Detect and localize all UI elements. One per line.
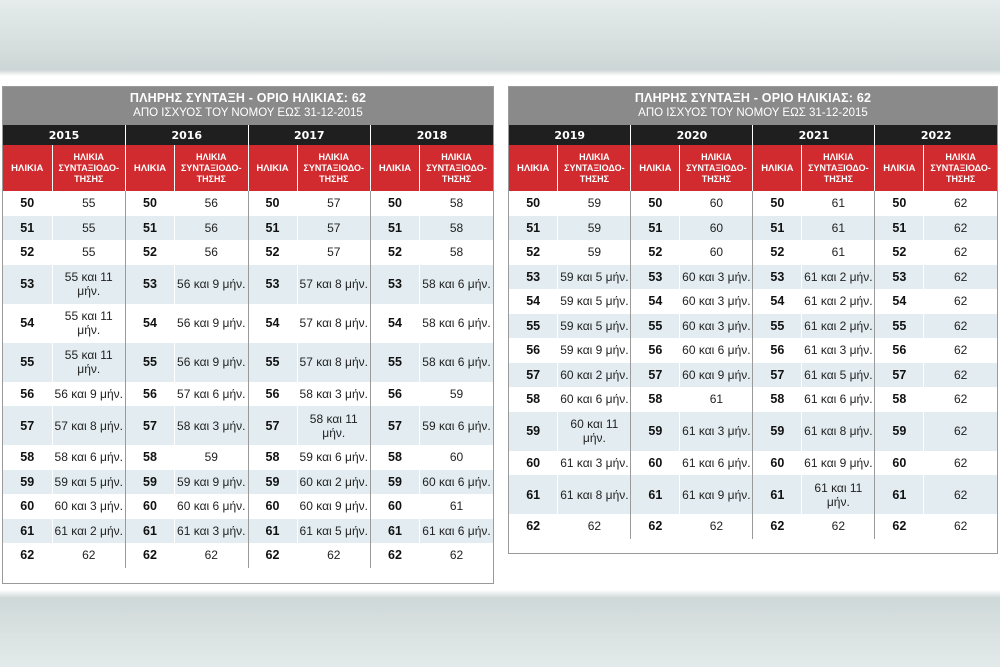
pension-age-column-header xyxy=(924,145,997,191)
current-age-cell: 59 xyxy=(248,470,297,495)
table-row xyxy=(3,519,493,544)
current-age-cell: 54 xyxy=(371,304,420,343)
table-row xyxy=(509,514,997,539)
pension-age-cell: 61 xyxy=(802,216,875,241)
current-age-cell: 59 xyxy=(753,412,802,451)
pension-age-cell: 57 xyxy=(297,240,371,265)
pension-age-cell: 61 και 3 μήν. xyxy=(680,412,753,451)
pension-age-cell: 59 xyxy=(558,191,631,216)
current-age-cell: 53 xyxy=(753,265,802,290)
year-header: 2019 xyxy=(509,125,631,145)
pension-age-cell: 62 xyxy=(924,363,997,388)
pension-age-cell: 56 xyxy=(175,191,249,216)
pension-age-cell: 60 και 3 μήν. xyxy=(680,289,753,314)
current-age-cell: 55 xyxy=(753,314,802,339)
pension-age-cell: 62 xyxy=(802,514,875,539)
pension-age-cell: 60 xyxy=(680,191,753,216)
pension-age-cell: 57 και 8 μήν. xyxy=(297,265,371,304)
pension-age-cell: 62 xyxy=(924,216,997,241)
pension-age-cell: 60 και 3 μήν. xyxy=(52,494,126,519)
current-age-cell: 61 xyxy=(248,519,297,544)
pension-age-cell: 59 και 6 μήν. xyxy=(420,406,494,445)
current-age-cell: 51 xyxy=(753,216,802,241)
year-header: 2020 xyxy=(631,125,753,145)
pension-age-cell: 56 και 9 μήν. xyxy=(52,382,126,407)
pension-age-cell: 61 και 2 μήν. xyxy=(52,519,126,544)
pension-age-cell: 57 xyxy=(297,191,371,216)
current-age-cell: 62 xyxy=(631,514,680,539)
table-row xyxy=(3,240,493,265)
pension-age-cell: 55 xyxy=(52,191,126,216)
current-age-cell: 56 xyxy=(753,338,802,363)
current-age-cell: 56 xyxy=(509,338,558,363)
current-age-cell: 52 xyxy=(3,240,52,265)
pension-age-column-header xyxy=(52,145,126,191)
current-age-cell: 60 xyxy=(3,494,52,519)
current-age-cell: 50 xyxy=(631,191,680,216)
pension-age-cell: 56 xyxy=(175,240,249,265)
current-age-cell: 57 xyxy=(631,363,680,388)
pension-age-cell: 61 και 2 μήν. xyxy=(802,289,875,314)
pension-age-cell: 60 και 6 μήν. xyxy=(558,387,631,412)
year-header: 2018 xyxy=(371,125,494,145)
year-header-row xyxy=(509,125,997,145)
pension-header-line: ΣΥΝΤΑΞΙΟΔΟ- xyxy=(426,162,487,173)
pension-age-cell: 58 και 6 μήν. xyxy=(420,304,494,343)
pension-age-cell: 60 xyxy=(420,445,494,470)
pension-age-cell: 59 και 9 μήν. xyxy=(558,338,631,363)
current-age-cell: 53 xyxy=(875,265,924,290)
pension-header-line: ΗΛΙΚΙΑ xyxy=(701,151,732,162)
pension-header-line: ΣΥΝΤΑΞΙΟΔΟ- xyxy=(180,162,242,173)
pension-age-table-2015-2018 xyxy=(3,87,493,568)
pension-header-line: ΤΗΣΗΣ xyxy=(701,173,732,184)
pension-age-cell: 60 xyxy=(680,240,753,265)
current-age-cell: 60 xyxy=(371,494,420,519)
pension-age-cell: 60 και 3 μήν. xyxy=(680,314,753,339)
pension-age-cell: 59 και 6 μήν. xyxy=(297,445,371,470)
pension-age-cell: 61 xyxy=(802,191,875,216)
pension-age-cell: 62 xyxy=(924,265,997,290)
pension-header-line: ΗΛΙΚΙΑ xyxy=(441,151,472,162)
current-age-cell: 53 xyxy=(248,265,297,304)
current-age-cell: 58 xyxy=(371,445,420,470)
current-age-cell: 62 xyxy=(509,514,558,539)
current-age-cell: 56 xyxy=(3,382,52,407)
pension-age-cell: 61 xyxy=(680,387,753,412)
current-age-cell: 56 xyxy=(875,338,924,363)
current-age-cell: 50 xyxy=(126,191,175,216)
current-age-cell: 52 xyxy=(875,240,924,265)
pension-age-cell: 57 και 8 μήν. xyxy=(297,343,371,382)
current-age-cell: 53 xyxy=(509,265,558,290)
year-header: 2022 xyxy=(875,125,997,145)
pension-age-cell: 55 και 11 μήν. xyxy=(52,304,126,343)
current-age-cell: 54 xyxy=(631,289,680,314)
pension-table-right-panel xyxy=(508,86,998,554)
age-column-header: ΗΛΙΚΙΑ xyxy=(126,145,175,191)
current-age-cell: 57 xyxy=(248,406,297,445)
pension-age-cell: 59 xyxy=(420,382,494,407)
current-age-cell: 56 xyxy=(126,382,175,407)
pension-header-line: ΗΛΙΚΙΑ xyxy=(823,151,854,162)
current-age-cell: 59 xyxy=(631,412,680,451)
pension-age-cell: 62 xyxy=(924,289,997,314)
current-age-cell: 60 xyxy=(248,494,297,519)
current-age-cell: 51 xyxy=(875,216,924,241)
current-age-cell: 55 xyxy=(875,314,924,339)
current-age-cell: 50 xyxy=(248,191,297,216)
current-age-cell: 53 xyxy=(126,265,175,304)
pension-age-cell: 60 και 9 μήν. xyxy=(297,494,371,519)
pension-age-cell: 62 xyxy=(924,314,997,339)
pension-age-cell: 59 xyxy=(558,216,631,241)
pension-age-cell: 61 και 3 μήν. xyxy=(802,338,875,363)
column-header-row xyxy=(509,145,997,191)
current-age-cell: 59 xyxy=(371,470,420,495)
current-age-cell: 58 xyxy=(753,387,802,412)
current-age-cell: 52 xyxy=(126,240,175,265)
pension-age-cell: 62 xyxy=(924,475,997,514)
pension-age-cell: 58 και 6 μήν. xyxy=(420,265,494,304)
pension-header-line: ΤΗΣΗΣ xyxy=(945,173,976,184)
current-age-cell: 61 xyxy=(509,475,558,514)
table-row xyxy=(3,445,493,470)
age-column-header: ΗΛΙΚΙΑ xyxy=(371,145,420,191)
pension-age-cell: 60 και 2 μήν. xyxy=(558,363,631,388)
current-age-cell: 54 xyxy=(248,304,297,343)
table-row xyxy=(3,304,493,343)
pension-table-left-panel xyxy=(2,86,494,584)
pension-age-cell: 60 και 6 μήν. xyxy=(420,470,494,495)
pension-age-cell: 56 και 9 μήν. xyxy=(175,265,249,304)
current-age-cell: 51 xyxy=(371,216,420,241)
table-row xyxy=(509,338,997,363)
pension-age-cell: 62 xyxy=(297,543,371,568)
pension-header-line: ΣΥΝΤΑΞΙΟΔΟ- xyxy=(686,162,747,173)
pension-header-line: ΤΗΣΗΣ xyxy=(196,173,226,184)
current-age-cell: 62 xyxy=(248,543,297,568)
pension-age-cell: 59 και 9 μήν. xyxy=(175,470,249,495)
current-age-cell: 57 xyxy=(753,363,802,388)
pension-age-cell: 61 και 9 μήν. xyxy=(680,475,753,514)
current-age-cell: 62 xyxy=(875,514,924,539)
current-age-cell: 61 xyxy=(631,475,680,514)
pension-header-line: ΗΛΙΚΙΑ xyxy=(945,151,976,162)
pension-age-column-header xyxy=(420,145,494,191)
current-age-cell: 60 xyxy=(126,494,175,519)
pension-header-line: ΗΛΙΚΙΑ xyxy=(73,151,104,162)
current-age-cell: 58 xyxy=(509,387,558,412)
current-age-cell: 57 xyxy=(3,406,52,445)
pension-age-cell: 61 και 11 μήν. xyxy=(802,475,875,514)
current-age-cell: 61 xyxy=(875,475,924,514)
pension-age-cell: 59 και 5 μήν. xyxy=(558,314,631,339)
current-age-cell: 58 xyxy=(126,445,175,470)
pension-header-line: ΗΛΙΚΙΑ xyxy=(195,151,227,162)
pension-age-cell: 61 και 3 μήν. xyxy=(175,519,249,544)
current-age-cell: 50 xyxy=(509,191,558,216)
current-age-cell: 55 xyxy=(371,343,420,382)
current-age-cell: 51 xyxy=(3,216,52,241)
pension-age-column-header xyxy=(802,145,875,191)
pension-header-line: ΤΗΣΗΣ xyxy=(579,173,610,184)
pension-age-cell: 61 xyxy=(802,240,875,265)
current-age-cell: 55 xyxy=(631,314,680,339)
table-subtitle: ΑΠΟ ΙΣΧΥΟΣ ΤΟΥ ΝΟΜΟΥ ΕΩΣ 31-12-2015 xyxy=(638,107,868,119)
current-age-cell: 55 xyxy=(126,343,175,382)
table-row xyxy=(3,343,493,382)
pension-header-line: ΣΥΝΤΑΞΙΟΔΟ- xyxy=(58,162,119,173)
table-row xyxy=(3,265,493,304)
current-age-cell: 57 xyxy=(371,406,420,445)
pension-age-cell: 57 xyxy=(297,216,371,241)
pension-age-cell: 59 και 5 μήν. xyxy=(52,470,126,495)
current-age-cell: 59 xyxy=(3,470,52,495)
current-age-cell: 55 xyxy=(248,343,297,382)
pension-age-cell: 61 και 2 μήν. xyxy=(802,314,875,339)
table-row xyxy=(509,240,997,265)
table-row xyxy=(3,543,493,568)
table-row xyxy=(3,470,493,495)
pension-age-column-header xyxy=(297,145,371,191)
pension-age-cell: 62 xyxy=(420,543,494,568)
pension-age-cell: 62 xyxy=(924,412,997,451)
table-subtitle: ΑΠΟ ΙΣΧΥΟΣ ΤΟΥ ΝΟΜΟΥ ΕΩΣ 31-12-2015 xyxy=(133,107,363,119)
current-age-cell: 51 xyxy=(126,216,175,241)
pension-age-cell: 55 xyxy=(52,240,126,265)
pension-age-cell: 55 xyxy=(52,216,126,241)
table-title: ΠΛΗΡΗΣ ΣΥΝΤΑΞΗ - ΟΡΙΟ ΗΛΙΚΙΑΣ: 62 xyxy=(634,91,872,105)
pension-age-cell: 60 και 6 μήν. xyxy=(680,338,753,363)
pension-age-column-header xyxy=(175,145,249,191)
pension-age-cell: 56 και 9 μήν. xyxy=(175,304,249,343)
current-age-cell: 54 xyxy=(509,289,558,314)
pension-age-column-header xyxy=(680,145,753,191)
pension-age-cell: 60 και 3 μήν. xyxy=(680,265,753,290)
current-age-cell: 59 xyxy=(509,412,558,451)
table-row xyxy=(3,216,493,241)
current-age-cell: 55 xyxy=(3,343,52,382)
current-age-cell: 50 xyxy=(875,191,924,216)
current-age-cell: 50 xyxy=(753,191,802,216)
current-age-cell: 62 xyxy=(753,514,802,539)
current-age-cell: 53 xyxy=(3,265,52,304)
current-age-cell: 58 xyxy=(875,387,924,412)
pension-age-cell: 62 xyxy=(924,191,997,216)
pension-age-cell: 55 και 11 μήν. xyxy=(52,265,126,304)
current-age-cell: 54 xyxy=(875,289,924,314)
pension-header-line: ΤΗΣΗΣ xyxy=(319,173,349,184)
current-age-cell: 53 xyxy=(371,265,420,304)
pension-age-cell: 57 και 8 μήν. xyxy=(52,406,126,445)
pension-age-cell: 58 και 6 μήν. xyxy=(52,445,126,470)
table-title: ΠΛΗΡΗΣ ΣΥΝΤΑΞΗ - ΟΡΙΟ ΗΛΙΚΙΑΣ: 62 xyxy=(129,91,367,105)
current-age-cell: 60 xyxy=(753,451,802,476)
pension-age-cell: 62 xyxy=(924,451,997,476)
pension-header-line: ΗΛΙΚΙΑ xyxy=(579,151,610,162)
pension-age-cell: 56 και 9 μήν. xyxy=(175,343,249,382)
pension-age-column-header xyxy=(558,145,631,191)
pension-age-cell: 58 και 3 μήν. xyxy=(297,382,371,407)
year-header: 2021 xyxy=(753,125,875,145)
pension-header-line: ΣΥΝΤΑΞΙΟΔΟ- xyxy=(564,162,625,173)
pension-age-cell: 61 xyxy=(420,494,494,519)
table-row xyxy=(509,363,997,388)
pension-age-cell: 59 xyxy=(558,240,631,265)
pension-age-cell: 61 και 8 μήν. xyxy=(558,475,631,514)
current-age-cell: 60 xyxy=(509,451,558,476)
pension-header-line: ΣΥΝΤΑΞΙΟΔΟ- xyxy=(808,162,869,173)
table-row xyxy=(509,216,997,241)
pension-age-cell: 59 και 5 μήν. xyxy=(558,289,631,314)
pension-age-cell: 62 xyxy=(924,514,997,539)
age-column-header: ΗΛΙΚΙΑ xyxy=(3,145,52,191)
pension-age-cell: 58 και 6 μήν. xyxy=(420,343,494,382)
table-row xyxy=(509,451,997,476)
current-age-cell: 56 xyxy=(371,382,420,407)
pension-age-cell: 57 και 6 μήν. xyxy=(175,382,249,407)
table-row xyxy=(509,191,997,216)
current-age-cell: 58 xyxy=(3,445,52,470)
current-age-cell: 51 xyxy=(248,216,297,241)
pension-age-table-2019-2022 xyxy=(509,87,997,539)
table-row xyxy=(509,314,997,339)
current-age-cell: 53 xyxy=(631,265,680,290)
pension-age-cell: 55 και 11 μήν. xyxy=(52,343,126,382)
current-age-cell: 52 xyxy=(371,240,420,265)
pension-age-cell: 62 xyxy=(924,338,997,363)
pension-age-cell: 58 xyxy=(420,240,494,265)
current-age-cell: 56 xyxy=(631,338,680,363)
current-age-cell: 57 xyxy=(509,363,558,388)
pension-age-cell: 60 και 6 μήν. xyxy=(175,494,249,519)
pension-age-cell: 61 και 3 μήν. xyxy=(558,451,631,476)
table-row xyxy=(3,406,493,445)
pension-age-cell: 61 και 6 μήν. xyxy=(802,387,875,412)
pension-age-cell: 62 xyxy=(558,514,631,539)
current-age-cell: 61 xyxy=(371,519,420,544)
pension-age-cell: 58 xyxy=(420,191,494,216)
current-age-cell: 60 xyxy=(875,451,924,476)
current-age-cell: 59 xyxy=(875,412,924,451)
pension-age-cell: 61 και 6 μήν. xyxy=(420,519,494,544)
pension-age-cell: 62 xyxy=(175,543,249,568)
pension-age-cell: 62 xyxy=(924,240,997,265)
current-age-cell: 58 xyxy=(631,387,680,412)
current-age-cell: 54 xyxy=(126,304,175,343)
age-column-header: ΗΛΙΚΙΑ xyxy=(631,145,680,191)
table-row xyxy=(509,289,997,314)
pension-age-cell: 61 και 5 μήν. xyxy=(297,519,371,544)
current-age-cell: 62 xyxy=(126,543,175,568)
current-age-cell: 52 xyxy=(509,240,558,265)
table-row xyxy=(3,494,493,519)
current-age-cell: 54 xyxy=(3,304,52,343)
current-age-cell: 51 xyxy=(631,216,680,241)
current-age-cell: 61 xyxy=(753,475,802,514)
pension-age-cell: 61 και 9 μήν. xyxy=(802,451,875,476)
pension-age-cell: 61 και 2 μήν. xyxy=(802,265,875,290)
current-age-cell: 62 xyxy=(3,543,52,568)
current-age-cell: 61 xyxy=(3,519,52,544)
current-age-cell: 58 xyxy=(248,445,297,470)
pension-age-cell: 61 και 5 μήν. xyxy=(802,363,875,388)
pension-header-line: ΣΥΝΤΑΞΙΟΔΟ- xyxy=(930,162,991,173)
current-age-cell: 60 xyxy=(631,451,680,476)
pension-age-cell: 62 xyxy=(52,543,126,568)
year-header-row xyxy=(3,125,493,145)
table-title-block xyxy=(509,87,997,125)
table-row xyxy=(509,412,997,451)
pension-age-cell: 61 και 6 μήν. xyxy=(680,451,753,476)
pension-age-cell: 60 και 2 μήν. xyxy=(297,470,371,495)
table-row xyxy=(509,475,997,514)
pension-age-cell: 57 και 8 μήν. xyxy=(297,304,371,343)
pension-header-line: ΣΥΝΤΑΞΙΟΔΟ- xyxy=(303,162,364,173)
year-header: 2016 xyxy=(126,125,249,145)
pension-age-cell: 59 και 5 μήν. xyxy=(558,265,631,290)
year-header: 2017 xyxy=(248,125,371,145)
year-header: 2015 xyxy=(3,125,126,145)
pension-age-cell: 61 και 8 μήν. xyxy=(802,412,875,451)
current-age-cell: 55 xyxy=(509,314,558,339)
pension-header-line: ΤΗΣΗΣ xyxy=(441,173,472,184)
pension-age-cell: 58 και 11 μήν. xyxy=(297,406,371,445)
pension-age-cell: 56 xyxy=(175,216,249,241)
current-age-cell: 57 xyxy=(126,406,175,445)
age-column-header: ΗΛΙΚΙΑ xyxy=(753,145,802,191)
current-age-cell: 61 xyxy=(126,519,175,544)
table-title-block xyxy=(3,87,493,125)
current-age-cell: 52 xyxy=(631,240,680,265)
pension-header-line: ΤΗΣΗΣ xyxy=(74,173,104,184)
current-age-cell: 54 xyxy=(753,289,802,314)
current-age-cell: 50 xyxy=(3,191,52,216)
pension-header-line: ΗΛΙΚΙΑ xyxy=(318,151,349,162)
pension-header-line: ΤΗΣΗΣ xyxy=(823,173,854,184)
age-column-header: ΗΛΙΚΙΑ xyxy=(248,145,297,191)
pension-age-cell: 60 και 9 μήν. xyxy=(680,363,753,388)
current-age-cell: 62 xyxy=(371,543,420,568)
pension-age-cell: 62 xyxy=(680,514,753,539)
current-age-cell: 52 xyxy=(753,240,802,265)
current-age-cell: 50 xyxy=(371,191,420,216)
current-age-cell: 57 xyxy=(875,363,924,388)
pension-age-cell: 62 xyxy=(924,387,997,412)
column-header-row xyxy=(3,145,493,191)
table-row xyxy=(509,387,997,412)
table-row xyxy=(3,382,493,407)
current-age-cell: 51 xyxy=(509,216,558,241)
pension-age-cell: 59 xyxy=(175,445,249,470)
current-age-cell: 59 xyxy=(126,470,175,495)
pension-age-cell: 58 και 3 μήν. xyxy=(175,406,249,445)
current-age-cell: 52 xyxy=(248,240,297,265)
pension-age-cell: 60 xyxy=(680,216,753,241)
pension-age-cell: 58 xyxy=(420,216,494,241)
table-row xyxy=(3,191,493,216)
pension-age-cell: 60 και 11 μήν. xyxy=(558,412,631,451)
age-column-header: ΗΛΙΚΙΑ xyxy=(875,145,924,191)
table-row xyxy=(509,265,997,290)
age-column-header: ΗΛΙΚΙΑ xyxy=(509,145,558,191)
current-age-cell: 56 xyxy=(248,382,297,407)
